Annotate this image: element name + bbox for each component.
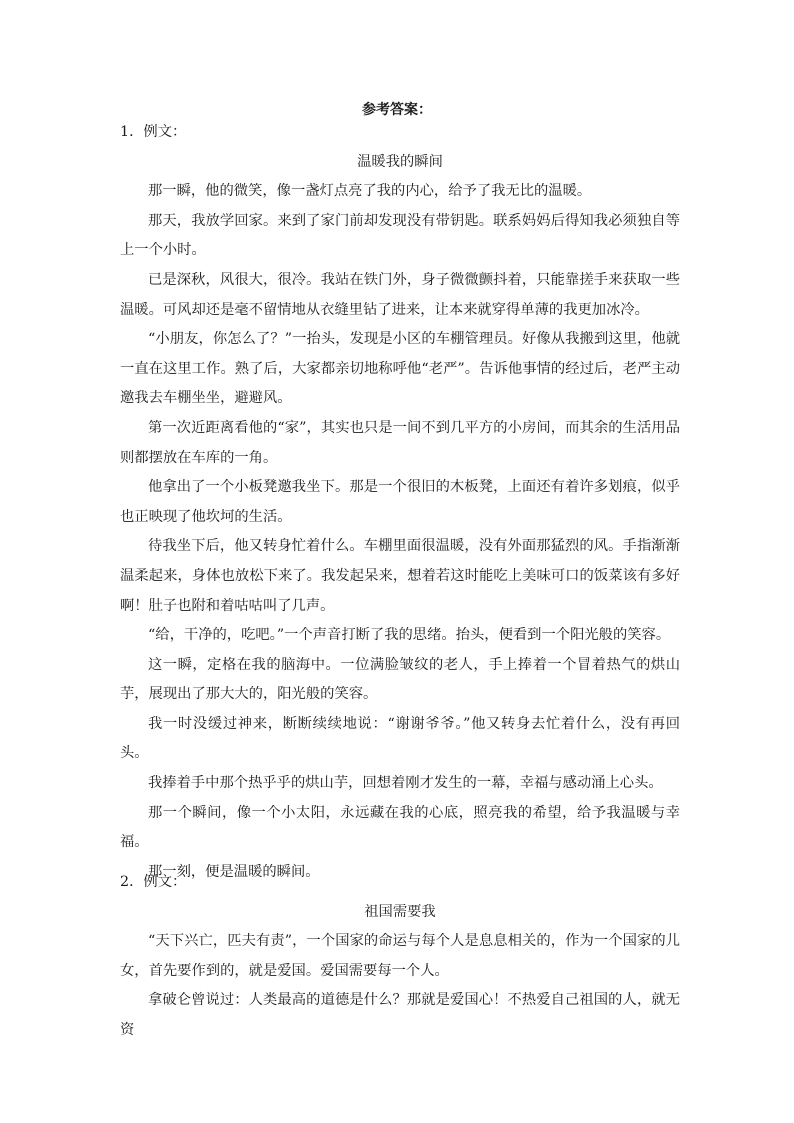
essay-1-paragraph: 那天，我放学回家。来到了家门前却发现没有带钥匙。联系妈妈后得知我必须独自等上一个小时。 [120, 212, 680, 259]
essay-1-paragraph: 待我坐下后，他又转身忙着什么。车棚里面很温暖，没有外面那猛烈的风。手指渐渐温柔起来，身体也放松下来了。我发起呆来，想着若这时能吃上美味可口的饭菜该有多好啊！肚子也附和着咕咕叫了几声。 [120, 538, 680, 614]
essay-1-title: 温暖我的瞬间 [357, 153, 443, 170]
essay-2-paragraph: “天下兴亡，匹夫有责”，一个国家的命运与每个人是息息相关的，作为一个国家的儿女，首先要作到的，就是爱国。爱国需要每一个人。 [120, 933, 680, 979]
essay-1-paragraph: 那一个瞬间，像一个小太阳，永远藏在我的心底，照亮我的希望，给予我温暖与幸福。 [120, 804, 680, 851]
essay-1-paragraph: 那一刻，便是温暖的瞬间。 [148, 863, 320, 880]
essay-1-paragraph: 已是深秋，风很大，很冷。我站在铁门外，身子微微颤抖着，只能靠搓手来获取一些温暖。可风却还是毫不留情地从衣缝里钻了进来，让本来就穿得单薄的我更加冰冷。 [120, 271, 680, 318]
essay-1-paragraph: 我一时没缓过神来，断断续续地说：“谢谢爷爷。”他又转身去忙着什么，没有再回头。 [120, 715, 680, 762]
essay-1-paragraph: “小朋友，你怎么了？”一抬头，发现是小区的车棚管理员。好像从我搬到这里，他就一直在这里工作。熟了后，大家都亲切地称呼他“老严”。告诉他事情的经过后，老严主动邀我去车棚坐坐，避避风。 [120, 331, 680, 407]
answer-2-label: 2．例文： [120, 874, 187, 890]
answer-heading: 参考答案： [362, 102, 432, 118]
essay-1-paragraph: 第一次近距离看他的“家”，其实也只是一间不到几平方的小房间，而其余的生活用品则都摆放在车库的一角。 [120, 419, 680, 466]
essay-2-paragraph: 拿破仑曾说过：人类最高的道德是什么？那就是爱国心！不热爱自己祖国的人，就无资 [120, 992, 680, 1038]
essay-2-title: 祖国需要我 [364, 903, 436, 920]
essay-1-paragraph: 我捧着手中那个热乎乎的烘山芋，回想着刚才发生的一幕，幸福与感动涌上心头。 [148, 775, 663, 792]
answer-2 [120, 868, 680, 1046]
essay-1-paragraph: 那一瞬，他的微笑，像一盏灯点亮了我的内心，给予了我无比的温暖。 [148, 183, 592, 200]
answer-1-label: 1．例文： [120, 124, 187, 140]
essay-1-paragraph: 这一瞬，定格在我的脑海中。一位满脸皱纹的老人，手上捧着一个冒着热气的烘山芋，展现出了那大大的，阳光般的笑容。 [120, 656, 680, 703]
essay-1-paragraph: 他拿出了一个小板凳邀我坐下。那是一个很旧的木板凳，上面还有着许多划痕，似乎也正映现了他坎坷的生活。 [120, 479, 680, 525]
essay-1-paragraph: “给，干净的，吃吧。”一个声音打断了我的思绪。抬头，便看到一个阳光般的笑容。 [148, 627, 671, 644]
answer-1 [120, 118, 680, 887]
